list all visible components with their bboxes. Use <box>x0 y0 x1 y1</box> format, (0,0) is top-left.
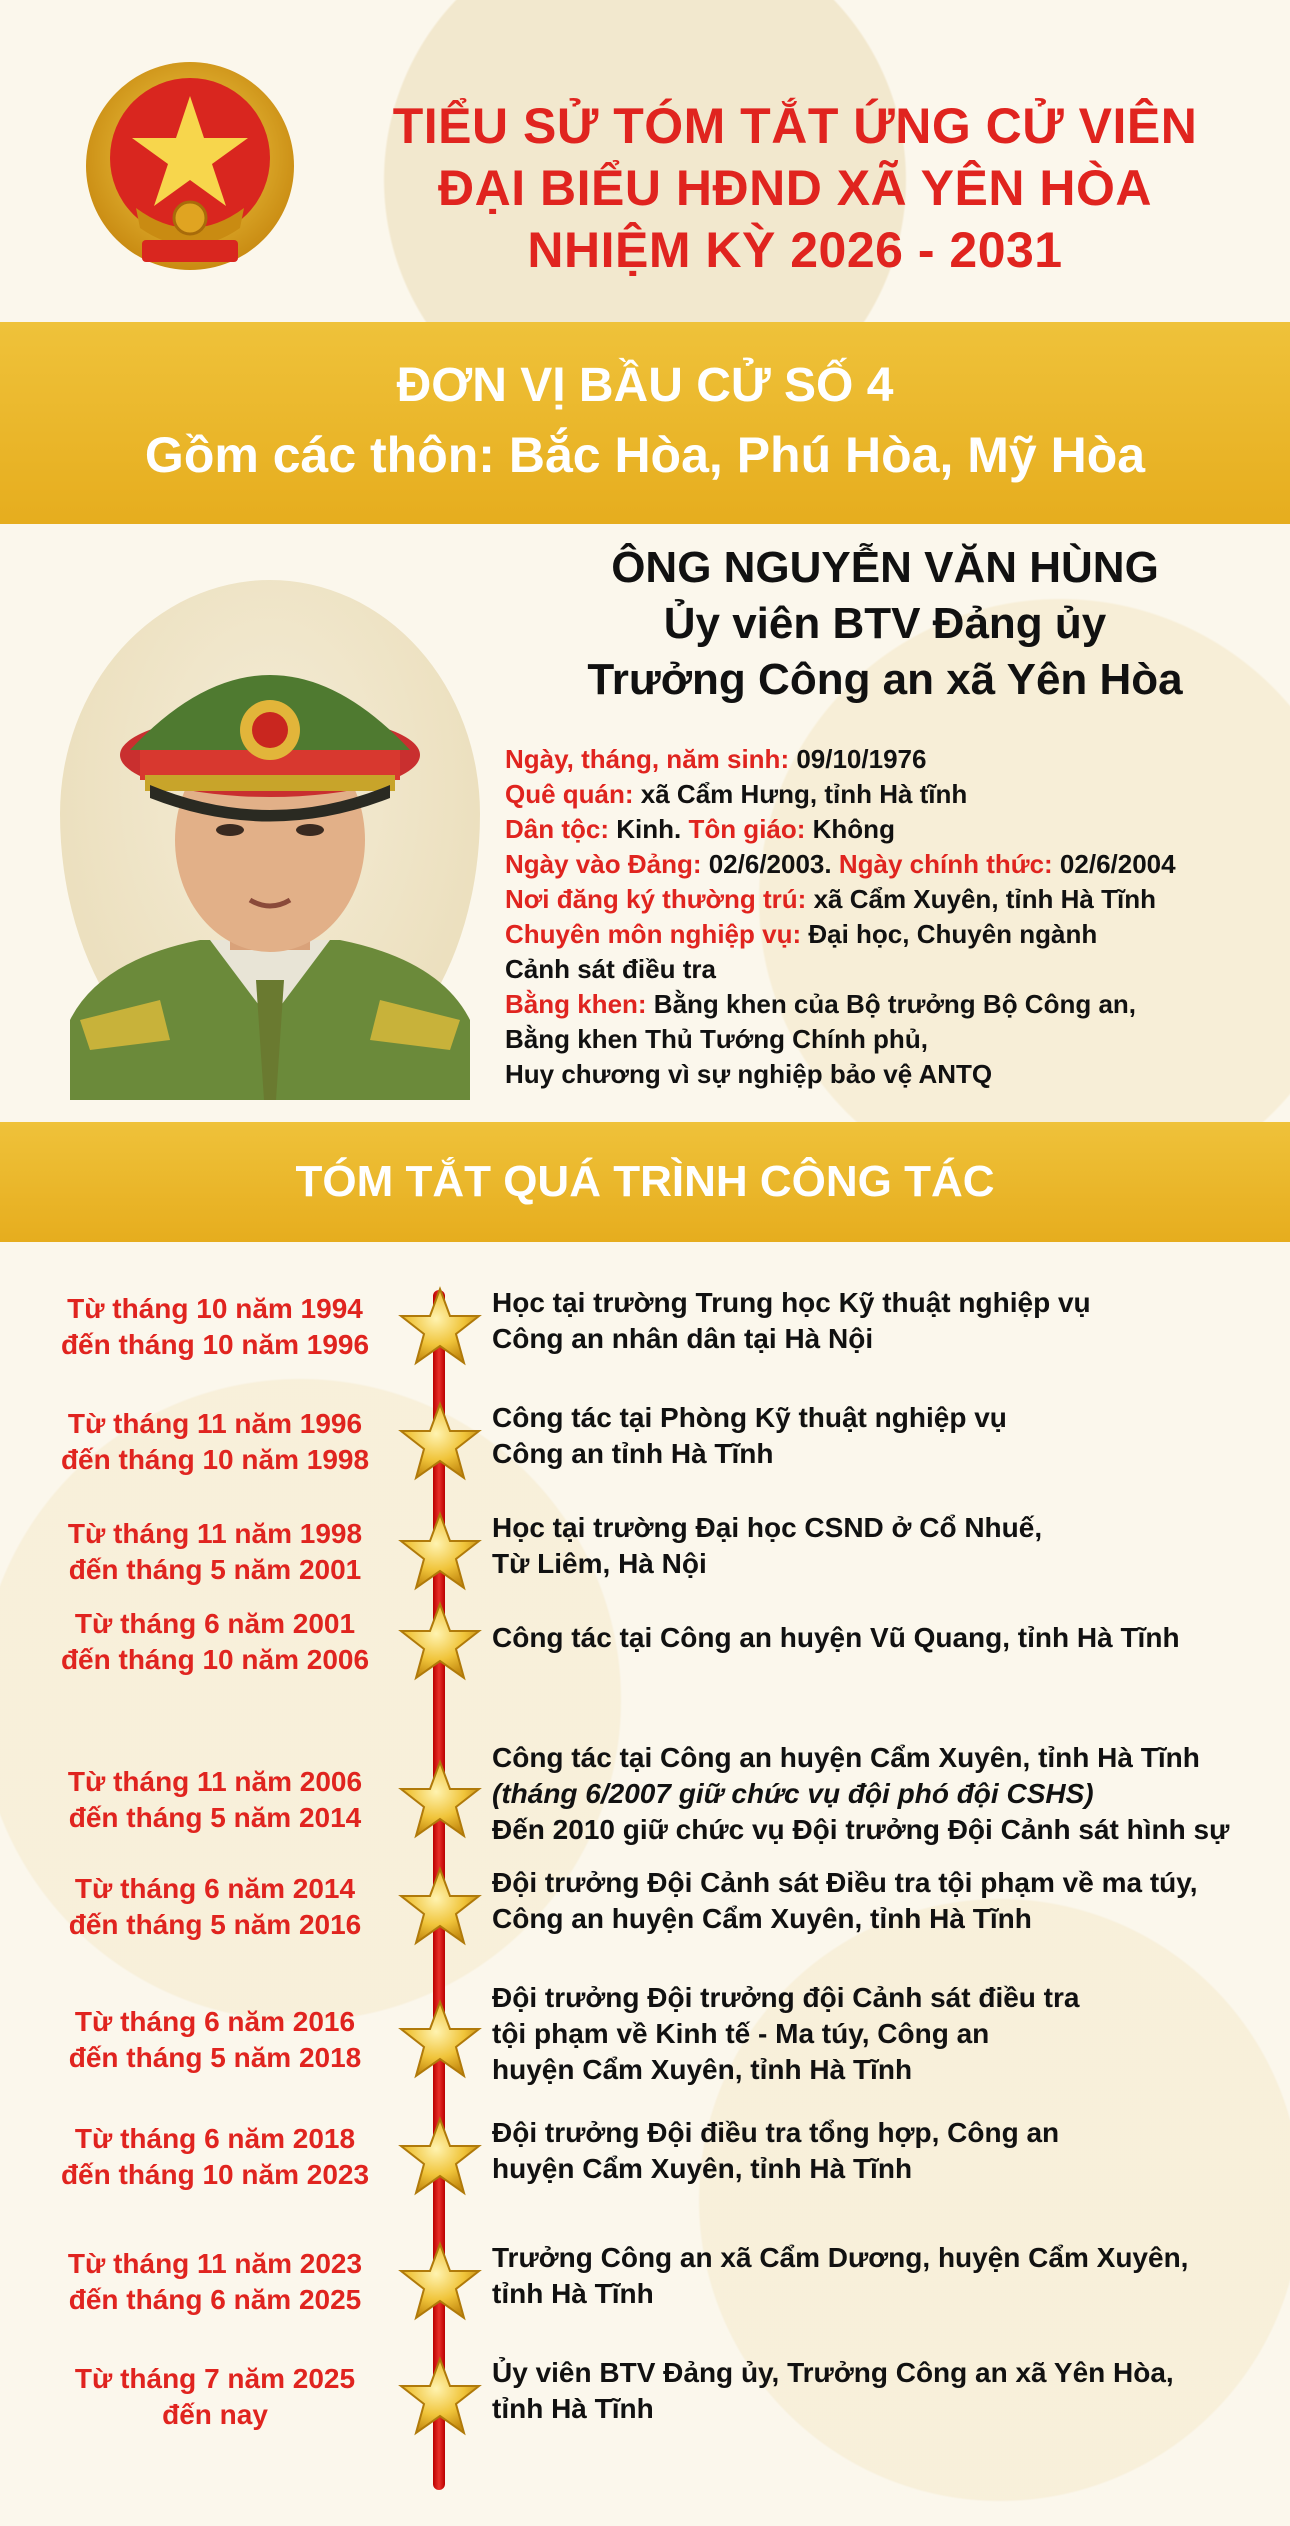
timeline-date <box>20 1406 410 1478</box>
timeline-date-line: Từ tháng 6 năm 2014 <box>74 1873 356 1904</box>
candidate-role-2: Trưởng Công an xã Yên Hòa <box>587 655 1183 704</box>
timeline-date <box>20 2004 410 2076</box>
timeline-date-line: đến tháng 10 năm 1998 <box>60 1444 370 1475</box>
timeline-description-line: Trưởng Công an xã Cẩm Dương, huyện Cẩm Xuyên, <box>492 2242 1189 2273</box>
header <box>0 0 1290 320</box>
candidate-info <box>505 742 1285 1092</box>
title-line-3: NHIỆM KỲ 2026 - 2031 <box>527 222 1063 278</box>
timeline-description <box>492 1865 1282 1937</box>
electoral-unit-banner <box>0 322 1290 524</box>
timeline-date-line: đến tháng 6 năm 2025 <box>68 2284 362 2315</box>
timeline-date-line: Từ tháng 11 năm 1998 <box>67 1518 363 1549</box>
info-residence: Nơi đăng ký thường trú: xã Cẩm Xuyên, tỉnh Hà Tĩnh <box>505 884 1156 914</box>
timeline-description-line: tỉnh Hà Tĩnh <box>492 2393 654 2424</box>
info-ethnic-religion: Dân tộc: Kinh. Tôn giáo: Không <box>505 814 895 844</box>
title-line-1: TIỂU SỬ TÓM TẮT ỨNG CỬ VIÊN <box>392 98 1198 154</box>
timeline-date-line: Từ tháng 6 năm 2001 <box>74 1608 356 1639</box>
info-dob: Ngày, tháng, năm sinh: 09/10/1976 <box>505 744 927 774</box>
timeline-date <box>20 1871 410 1943</box>
timeline-description <box>492 1400 1282 1472</box>
unit-number: ĐƠN VỊ BẦU CỬ SỐ 4 <box>396 359 894 412</box>
gold-star-icon <box>398 1400 482 1484</box>
timeline-date-line: đến tháng 5 năm 2001 <box>68 1554 362 1585</box>
timeline-description <box>492 1285 1282 1357</box>
candidate-role-1: Ủy viên BTV Đảng ủy <box>663 599 1107 648</box>
timeline-description <box>492 2240 1282 2312</box>
timeline-date <box>20 2121 410 2193</box>
timeline-date-line: Từ tháng 11 năm 2006 <box>67 1766 363 1797</box>
career-title: TÓM TẮT QUÁ TRÌNH CÔNG TÁC <box>295 1157 995 1206</box>
info-award-3: Huy chương vì sự nghiệp bảo vệ ANTQ <box>505 1059 993 1089</box>
timeline-date-line: Từ tháng 6 năm 2016 <box>74 2006 356 2037</box>
timeline-date <box>20 2361 410 2433</box>
candidate-photo <box>60 580 480 1100</box>
timeline-date-line: đến tháng 5 năm 2014 <box>68 1802 362 1833</box>
timeline-date-line: Từ tháng 11 năm 1996 <box>67 1408 363 1439</box>
timeline-date <box>20 1516 410 1588</box>
title-line-2: ĐẠI BIỂU HĐND XÃ YÊN HÒA <box>438 160 1152 216</box>
timeline-date-line: Từ tháng 6 năm 2018 <box>74 2123 356 2154</box>
timeline-date-line: Từ tháng 7 năm 2025 <box>74 2363 356 2394</box>
gold-star-icon <box>398 2240 482 2324</box>
timeline-description-line: tội phạm về Kinh tế - Ma túy, Công an <box>492 2018 990 2049</box>
timeline-description-line: Đội trưởng Đội trưởng đội Cảnh sát điều tra <box>492 1982 1080 2013</box>
timeline-date-line: đến nay <box>162 2399 268 2430</box>
timeline-description-line: Đội trưởng Đội điều tra tổng hợp, Công an <box>492 2117 1060 2148</box>
timeline-description <box>492 2115 1282 2187</box>
title-block <box>320 95 1270 281</box>
career-banner <box>0 1122 1290 1242</box>
timeline-description <box>492 1980 1282 2088</box>
gold-star-icon <box>398 2355 482 2439</box>
timeline-description-line: Học tại trường Đại học CSND ở Cổ Nhuế, <box>492 1512 1043 1543</box>
timeline-description <box>492 1510 1282 1582</box>
timeline-date-line: đến tháng 5 năm 2018 <box>68 2042 362 2073</box>
timeline-description-line: huyện Cẩm Xuyên, tỉnh Hà Tĩnh <box>492 2054 913 2085</box>
timeline-description-line: Đến 2010 giữ chức vụ Đội trưởng Đội Cảnh sát hình sự <box>492 1814 1230 1845</box>
timeline-description-line: Học tại trường Trung học Kỹ thuật nghiệp vụ <box>492 1287 1091 1318</box>
timeline-description-line: Công an huyện Cẩm Xuyên, tỉnh Hà Tĩnh <box>492 1903 1032 1934</box>
timeline-date-line: đến tháng 5 năm 2016 <box>68 1909 362 1940</box>
timeline-description-line: Công an nhân dân tại Hà Nội <box>492 1323 874 1354</box>
candidate-name-block <box>500 540 1270 708</box>
gold-star-icon <box>398 1600 482 1684</box>
timeline-description-line: Từ Liêm, Hà Nội <box>492 1548 707 1579</box>
timeline-description-line: Đội trưởng Đội Cảnh sát Điều tra tội phạm về ma túy, <box>492 1867 1198 1898</box>
info-hometown: Quê quán: xã Cẩm Hưng, tỉnh Hà tĩnh <box>505 779 968 809</box>
timeline-description <box>492 2355 1282 2427</box>
gold-star-icon <box>398 1510 482 1594</box>
officer-portrait-icon <box>60 580 480 1100</box>
info-award: Bằng khen: Bằng khen của Bộ trưởng Bộ Công an, <box>505 989 1137 1019</box>
timeline-date <box>20 1606 410 1678</box>
gold-star-icon <box>398 1865 482 1949</box>
candidate-name: ÔNG NGUYỄN VĂN HÙNG <box>611 543 1159 592</box>
timeline-description-line: Công tác tại Công an huyện Cẩm Xuyên, tỉnh Hà Tĩnh <box>492 1742 1200 1773</box>
info-expertise: Chuyên môn nghiệp vụ: Đại học, Chuyên ngành <box>505 919 1098 949</box>
timeline-date-line: đến tháng 10 năm 2023 <box>60 2159 370 2190</box>
timeline-description-line: huyện Cẩm Xuyên, tỉnh Hà Tĩnh <box>492 2153 913 2184</box>
timeline-date <box>20 1291 410 1363</box>
unit-villages: Gồm các thôn: Bắc Hòa, Phú Hòa, Mỹ Hòa <box>144 427 1146 483</box>
gold-star-icon <box>398 1998 482 2082</box>
timeline-date-line: đến tháng 10 năm 2006 <box>60 1644 370 1675</box>
timeline-description-line: Công an tỉnh Hà Tĩnh <box>492 1438 774 1469</box>
info-award-2: Bằng khen Thủ Tướng Chính phủ, <box>505 1024 928 1054</box>
timeline-description-line: Ủy viên BTV Đảng ủy, Trưởng Công an xã Yên Hòa, <box>492 2357 1174 2388</box>
timeline-date-line: Từ tháng 11 năm 2023 <box>67 2248 363 2279</box>
timeline-description-line: Công tác tại Công an huyện Vũ Quang, tỉnh Hà Tĩnh <box>492 1622 1180 1653</box>
timeline-date-line: Từ tháng 10 năm 1994 <box>67 1293 363 1324</box>
timeline-date <box>20 2246 410 2318</box>
timeline-date-line: đến tháng 10 năm 1996 <box>60 1329 370 1360</box>
timeline-description <box>492 1620 1282 1656</box>
timeline-description-line: Công tác tại Phòng Kỹ thuật nghiệp vụ <box>492 1402 1007 1433</box>
timeline-description-line: (tháng 6/2007 giữ chức vụ đội phó đội CSHS) <box>492 1778 1094 1809</box>
gold-star-icon <box>398 1758 482 1842</box>
info-expertise-2: Cảnh sát điều tra <box>505 954 716 984</box>
timeline-description-line: tỉnh Hà Tĩnh <box>492 2278 654 2309</box>
timeline-date <box>20 1764 410 1836</box>
gold-star-icon <box>398 2115 482 2199</box>
info-party: Ngày vào Đảng: 02/6/2003. Ngày chính thức: 02/6/2004 <box>505 849 1176 879</box>
gold-star-icon <box>398 1285 482 1369</box>
timeline-description <box>492 1740 1282 1848</box>
national-emblem-icon <box>80 58 300 288</box>
